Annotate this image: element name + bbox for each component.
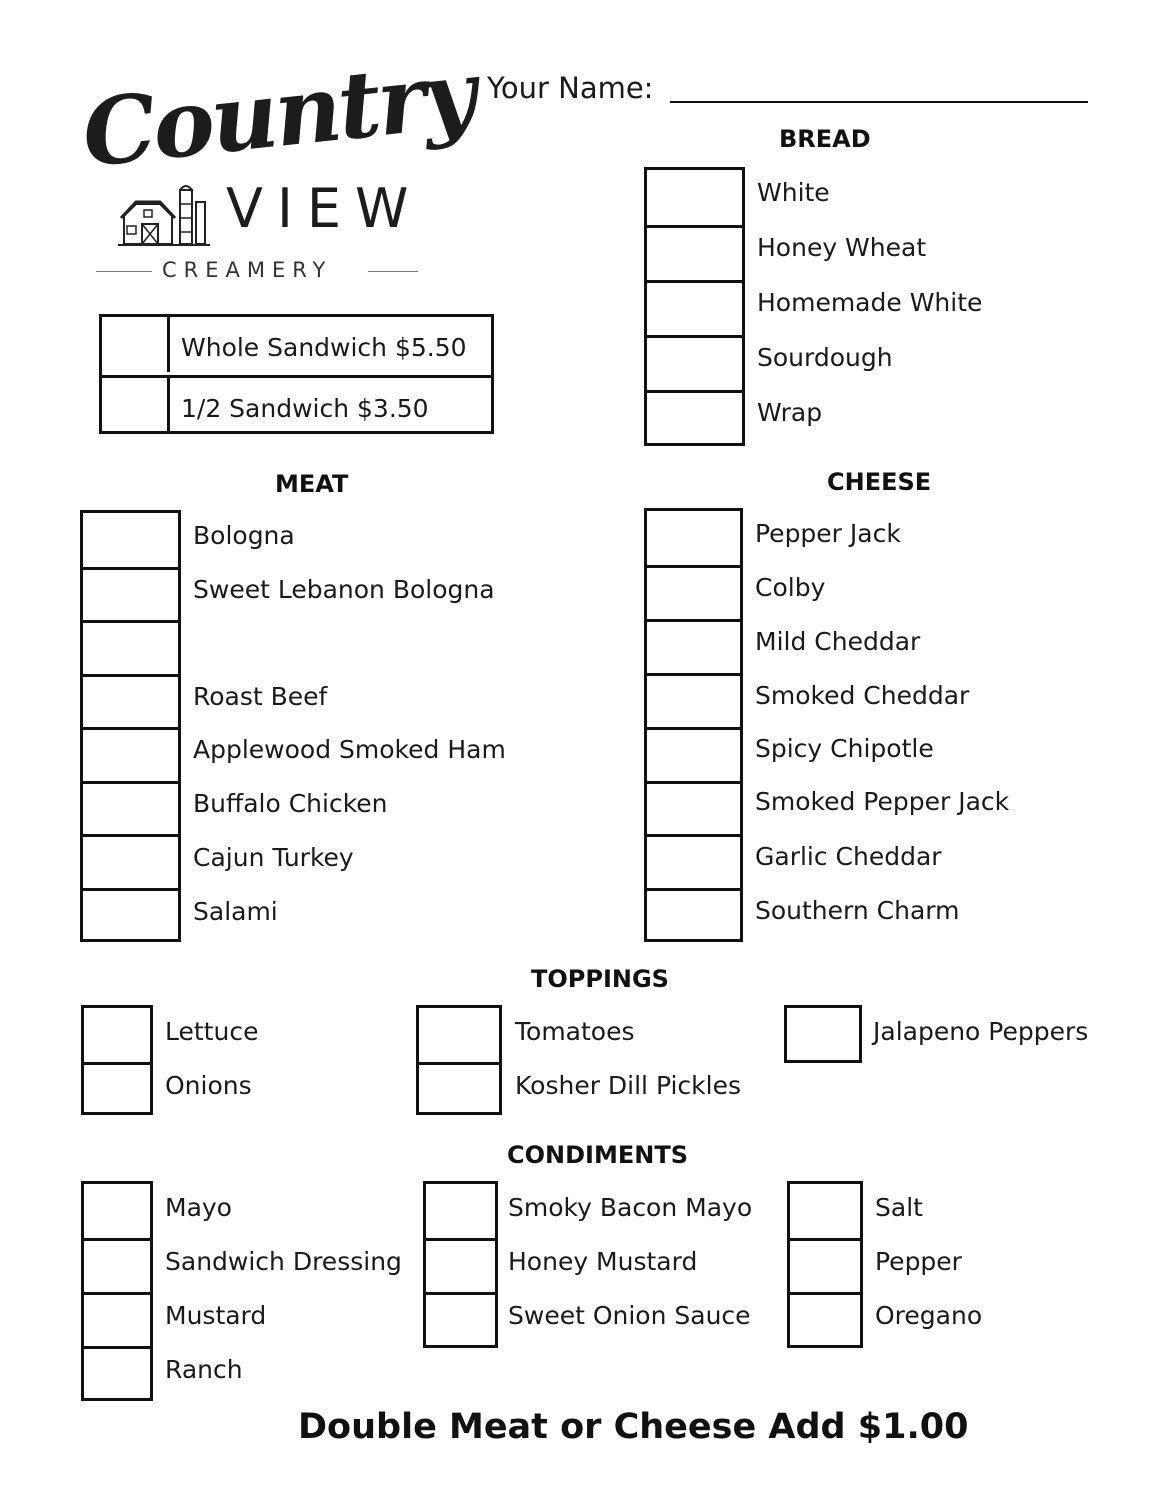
meat-label: Buffalo Chicken	[193, 789, 388, 818]
checkbox-condiment-ranch[interactable]	[84, 1346, 150, 1403]
condiment-label: Sandwich Dressing	[165, 1247, 402, 1276]
footer-note: Double Meat or Cheese Add $1.00	[298, 1407, 969, 1447]
name-input-line[interactable]	[670, 99, 1088, 103]
condiment-label: Salt	[875, 1193, 923, 1222]
cheese-label: Southern Charm	[755, 896, 960, 925]
condiment-label: Mustard	[165, 1301, 267, 1330]
section-title-bread: BREAD	[779, 125, 871, 153]
checkbox-condiment-onion-sauce[interactable]	[426, 1292, 495, 1349]
checkbox-cheese-8[interactable]	[647, 888, 740, 945]
logo-script-text: Country	[77, 39, 479, 188]
checkbox-condiment-salt[interactable]	[790, 1184, 860, 1238]
checkbox-meat-1[interactable]	[83, 513, 178, 567]
bread-label: Honey Wheat	[757, 233, 927, 262]
checkbox-column-condiments-2	[423, 1181, 498, 1348]
size-checkbox-half[interactable]	[102, 378, 170, 433]
checkbox-cheese-2[interactable]	[647, 565, 740, 622]
section-title-condiments: CONDIMENTS	[507, 1141, 688, 1169]
checkbox-column-condiments-3	[787, 1181, 863, 1348]
checkbox-column-condiments-1	[81, 1181, 153, 1401]
checkbox-cheese-1[interactable]	[647, 511, 740, 565]
checkbox-bread-sourdough[interactable]	[647, 335, 742, 393]
checkbox-condiment-bacon-mayo[interactable]	[426, 1184, 495, 1238]
condiment-label: Honey Mustard	[508, 1247, 698, 1276]
logo-view-text: VIEW	[226, 177, 423, 240]
logo-sub-text: CREAMERY	[162, 258, 333, 282]
checkbox-bread-wrap[interactable]	[647, 390, 742, 448]
bread-label: Sourdough	[757, 343, 893, 372]
section-title-toppings: TOPPINGS	[531, 965, 669, 993]
condiment-label: Ranch	[165, 1355, 243, 1384]
checkbox-meat-3[interactable]	[83, 620, 178, 677]
meat-label: Salami	[193, 897, 278, 926]
checkbox-cheese-3[interactable]	[647, 619, 740, 676]
checkbox-column-toppings-2	[416, 1005, 502, 1115]
checkbox-condiment-oregano[interactable]	[790, 1292, 860, 1349]
checkbox-topping-tomatoes[interactable]	[419, 1008, 499, 1062]
checkbox-meat-2[interactable]	[83, 567, 178, 623]
section-title-cheese: CHEESE	[827, 468, 932, 496]
checkbox-condiment-mayo[interactable]	[84, 1184, 150, 1238]
meat-label: Roast Beef	[193, 682, 328, 711]
checkbox-meat-6[interactable]	[83, 781, 178, 837]
condiment-label: Pepper	[875, 1247, 962, 1276]
condiment-label: Smoky Bacon Mayo	[508, 1193, 753, 1222]
size-row-half	[102, 378, 491, 433]
size-row-whole	[102, 317, 491, 372]
checkbox-meat-4[interactable]	[83, 674, 178, 730]
checkbox-topping-onions[interactable]	[84, 1062, 150, 1118]
section-title-meat: MEAT	[275, 470, 349, 498]
condiment-label: Oregano	[875, 1301, 983, 1330]
cheese-label: Smoked Pepper Jack	[755, 787, 1010, 816]
topping-label: Jalapeno Peppers	[873, 1017, 1089, 1046]
logo-rule-right	[368, 271, 418, 272]
checkbox-column-meat	[80, 510, 181, 942]
checkbox-topping-jalapeno[interactable]	[784, 1005, 862, 1063]
cheese-label: Spicy Chipotle	[755, 734, 934, 763]
condiment-label: Sweet Onion Sauce	[508, 1301, 751, 1330]
cheese-label: Pepper Jack	[755, 519, 901, 548]
checkbox-column-bread	[644, 167, 745, 446]
topping-label: Tomatoes	[515, 1017, 635, 1046]
checkbox-bread-white[interactable]	[647, 170, 742, 225]
checkbox-meat-8[interactable]	[83, 888, 178, 945]
sandwich-size-box	[99, 314, 494, 434]
meat-label: Applewood Smoked Ham	[193, 735, 506, 764]
condiment-label: Mayo	[165, 1193, 232, 1222]
topping-label: Kosher Dill Pickles	[515, 1071, 742, 1100]
checkbox-condiment-pepper[interactable]	[790, 1238, 860, 1295]
checkbox-bread-honey-wheat[interactable]	[647, 225, 742, 283]
checkbox-cheese-7[interactable]	[647, 834, 740, 891]
logo-rule-left	[96, 271, 152, 272]
name-label: Your Name:	[487, 71, 654, 105]
checkbox-cheese-6[interactable]	[647, 781, 740, 837]
checkbox-meat-5[interactable]	[83, 727, 178, 784]
meat-label: Sweet Lebanon Bologna	[193, 575, 495, 604]
cheese-label: Smoked Cheddar	[755, 681, 970, 710]
checkbox-column-toppings-1	[81, 1005, 153, 1115]
topping-label: Onions	[165, 1071, 252, 1100]
meat-label: Bologna	[193, 521, 295, 550]
checkbox-topping-lettuce[interactable]	[84, 1008, 150, 1062]
bread-label: Homemade White	[757, 288, 983, 317]
checkbox-condiment-honey-mustard[interactable]	[426, 1238, 495, 1295]
checkbox-meat-7[interactable]	[83, 834, 178, 891]
checkbox-column-cheese	[644, 508, 743, 942]
cheese-label: Garlic Cheddar	[755, 842, 942, 871]
checkbox-cheese-5[interactable]	[647, 727, 740, 784]
size-checkbox-whole[interactable]	[102, 317, 170, 372]
topping-label: Lettuce	[165, 1017, 259, 1046]
barn-silo-icon	[118, 180, 210, 250]
bread-label: White	[757, 178, 830, 207]
size-label-half: 1/2 Sandwich $3.50	[181, 394, 429, 423]
checkbox-cheese-4[interactable]	[647, 673, 740, 730]
checkbox-topping-pickles[interactable]	[419, 1062, 499, 1118]
checkbox-condiment-mustard[interactable]	[84, 1292, 150, 1349]
meat-label: Cajun Turkey	[193, 843, 354, 872]
size-label-whole: Whole Sandwich $5.50	[181, 333, 467, 362]
bread-label: Wrap	[757, 398, 823, 427]
cheese-label: Colby	[755, 573, 826, 602]
checkbox-bread-homemade-white[interactable]	[647, 280, 742, 338]
cheese-label: Mild Cheddar	[755, 627, 921, 656]
checkbox-condiment-dressing[interactable]	[84, 1238, 150, 1295]
